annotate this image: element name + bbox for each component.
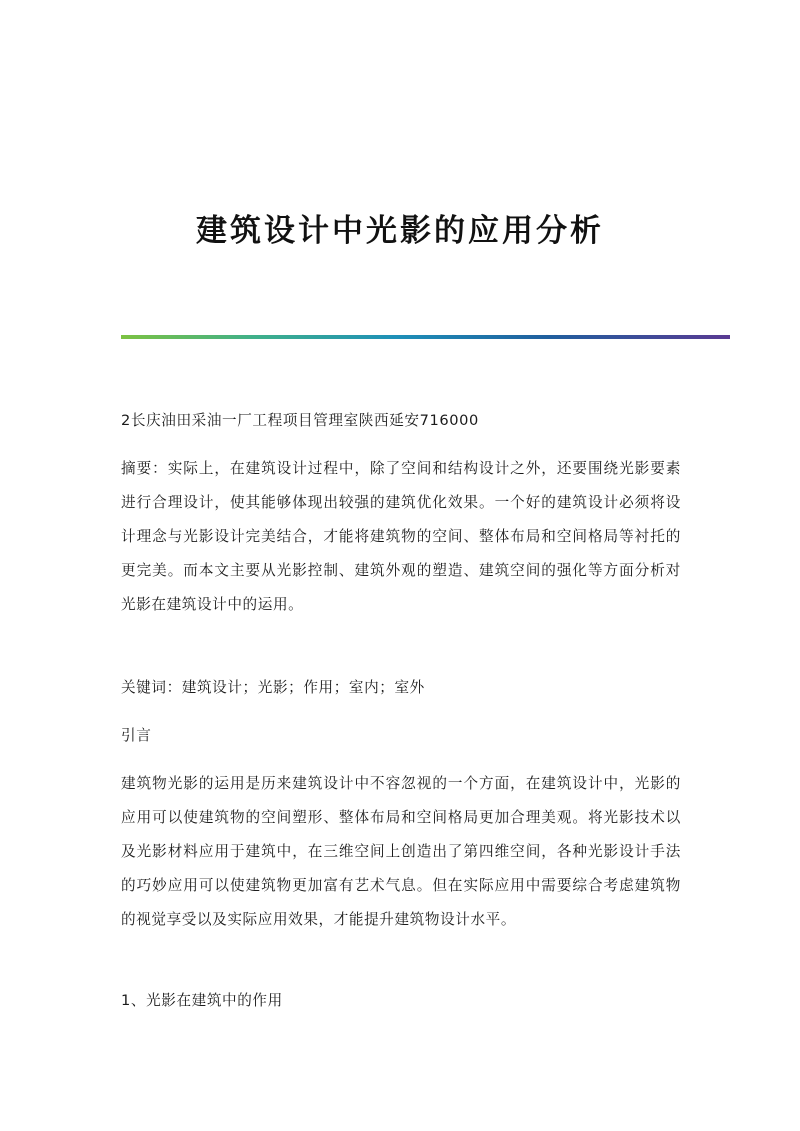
section-1-heading: 1、光影在建筑中的作用 [121,992,283,1009]
document-title: 建筑设计中光影的应用分析 [196,212,604,249]
abstract-paragraph: 摘要：实际上，在建筑设计过程中，除了空间和结构设计之外，还要围绕光影要素进行合理设计，使其能够体现出较强的建筑优化效果。一个好的建筑设计必须将设计理念与光影设计完美结合，才能将建筑物的空间、整体布局和空间格局等衬托的更完美。而本文主要从光影控制、建筑外观的塑造、建筑空间的强化等方面分析对光影在建筑设计中的运用。 [121,460,681,613]
keywords-line: 关键词：建筑设计；光影；作用；室内；室外 [121,679,425,696]
introduction-paragraph: 建筑物光影的运用是历来建筑设计中不容忽视的一个方面，在建筑设计中，光影的应用可以使建筑物的空间塑形、整体布局和空间格局更加合理美观。将光影技术以及光影材料应用于建筑中，在三维空间上创造出了第四维空间，各种光影设计手法的巧妙应用可以使建筑物更加富有艺术气息。但在实际应用中需要综合考虑建筑物的视觉享受以及实际应用效果，才能提升建筑物设计水平。 [121,775,681,928]
introduction-heading: 引言 [121,727,152,744]
title-divider [121,335,730,339]
author-affiliation: 2长庆油田采油一厂工程项目管理室陕西延安716000 [121,412,479,429]
